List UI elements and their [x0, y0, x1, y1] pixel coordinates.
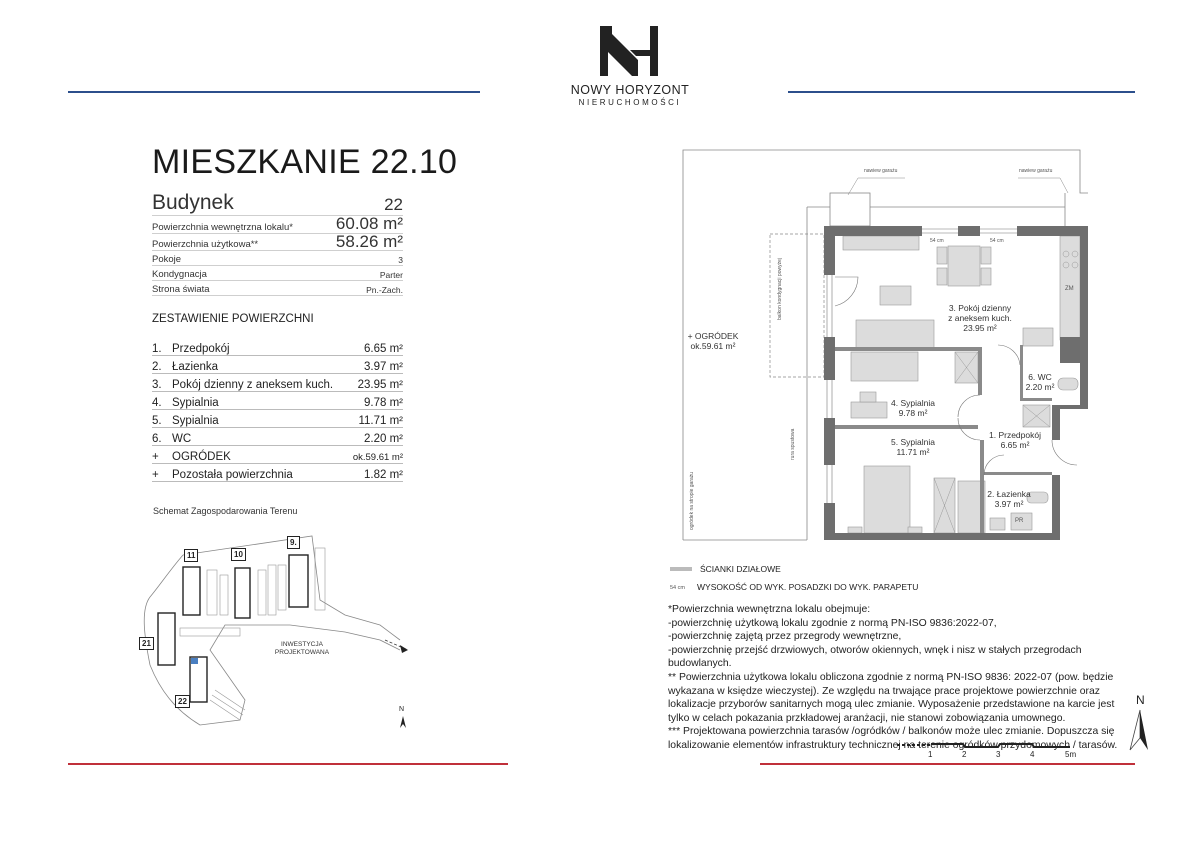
investment-label	[270, 641, 334, 657]
row-area: 6.65 m²	[364, 343, 403, 355]
legend-sill: WYSOKOŚĆ OD WYK. POSADZKI DO WYK. PARAPETU	[697, 582, 919, 592]
note-line: *Powierzchnia wewnętrzna lokalu obejmuje:	[668, 604, 871, 615]
sill-label: 54 cm	[990, 238, 1004, 244]
header-rule-left	[68, 91, 480, 93]
building-label-11: 11	[184, 549, 198, 562]
info-row	[152, 234, 403, 251]
note-line: *** Projektowana powierzchnia tarasów /ogródków / balkonów może ulec zmianie. Dopuszcza się lokalizowanie elementów infrastruktury technicznej na terenie ogródków przydomowych / tarasów.	[668, 726, 1118, 751]
room-area: 2.20 m²	[1025, 382, 1055, 392]
garage-roof-label: ogródek na stropie garażu	[689, 471, 695, 530]
info-row	[152, 266, 403, 281]
row-area: 1.82 m²	[364, 469, 403, 481]
row-area: 23.95 m²	[357, 379, 403, 391]
scale-tick: 4	[1030, 750, 1035, 759]
row-num: 6.	[152, 433, 162, 445]
summary-row	[152, 428, 403, 446]
row-name: Pokój dzienny z aneksem kuch.	[172, 379, 334, 391]
info-label: Strona świata	[152, 284, 210, 295]
note-line: -powierzchnię użytkową lokalu zgodnie z normą PN-ISO 9836:2022-07,	[668, 617, 997, 629]
balcony-label: balkon kondygnacji powyżej	[777, 258, 783, 320]
summary-row	[152, 446, 403, 464]
brand-name: NOWY HORYZONT	[570, 83, 690, 97]
north-arrow-icon	[1128, 708, 1150, 752]
garden-label	[687, 331, 739, 351]
room-name: 2. Łazienka	[987, 489, 1031, 499]
note-line: -powierzchnię zajętą przez przegrody wewnętrzne,	[668, 631, 902, 643]
fridge-label: ZM	[1065, 286, 1074, 292]
row-num: 4.	[152, 397, 162, 409]
vent-label: nawiew garażu	[1019, 168, 1053, 174]
row-name: Sypialnia	[172, 397, 219, 409]
row-name: OGRÓDEK	[172, 451, 231, 463]
investment-line1: INWESTYCJA	[281, 641, 323, 648]
brand-logo-icon	[598, 24, 662, 78]
building-label-22: 22	[175, 695, 190, 708]
summary-row	[152, 392, 403, 410]
partition-wall-swatch	[670, 567, 692, 571]
scale-tick: 1	[928, 750, 933, 759]
summary-row	[152, 464, 403, 482]
building-label: Budynek	[152, 191, 234, 214]
room-area: 6.65 m²	[1000, 440, 1030, 450]
building-label-10: 10	[231, 548, 246, 561]
summary-row	[152, 356, 403, 374]
building-row	[152, 191, 403, 216]
investment-line2: PROJEKTOWANA	[274, 649, 330, 656]
building-label-9: 9.	[287, 536, 300, 549]
scale-tick: 3	[996, 750, 1001, 759]
info-value: Parter	[379, 270, 403, 280]
summary-row	[152, 410, 403, 428]
summary-row	[152, 374, 403, 392]
row-area: ok.59.61 m²	[352, 452, 403, 463]
row-area: 11.71 m²	[358, 415, 403, 427]
info-value: 60.08 m²	[335, 214, 403, 233]
site-plan-heading: Schemat Zagospodarowania Terenu	[153, 506, 298, 516]
row-num: 5.	[152, 415, 162, 427]
row-num: +	[152, 451, 159, 463]
summary-row	[152, 338, 403, 356]
room-6-label	[1020, 372, 1060, 392]
info-row	[152, 281, 403, 296]
room-name: 5. Sypialnia	[891, 437, 935, 447]
room-2-label	[983, 489, 1035, 509]
room-4-label	[878, 398, 948, 418]
info-label: Kondygnacja	[152, 269, 207, 280]
info-label: Powierzchnia użytkowa**	[152, 239, 259, 250]
legend-walls: ŚCIANKI DZIAŁOWE	[700, 564, 781, 574]
room-name: 1. Przedpokój	[989, 430, 1041, 440]
room-name: 3. Pokój dzienny	[948, 303, 1012, 313]
row-area: 9.78 m²	[364, 397, 403, 409]
direction-arrow-icon	[400, 645, 408, 653]
footer-rule-right	[760, 763, 1135, 765]
note-line: ** Powierzchnia użytkowa lokalu obliczona zgodnie z normą PN-ISO 9836: 2022-07 (pow. będzie wykazana w księdze wieczystej). Ze względu na trwające prace projektowe powierzchnie oraz lokalizacje przyborów sanitarnych mogą ulec zmianie. Wyposażenie przedstawione na karcie jest tylko w celach pokazania przkładowej aranżacji, nie stanowi zobowiązania umownego.	[668, 671, 1115, 724]
room-area: 11.71 m²	[896, 447, 930, 457]
footer-rule-left	[68, 763, 508, 765]
row-num: +	[152, 469, 159, 481]
row-name: WC	[172, 433, 192, 445]
row-name: Sypialnia	[172, 415, 219, 427]
north-arrow-icon	[400, 716, 406, 728]
room-1-label	[985, 430, 1045, 450]
scale-tick: 2	[962, 750, 967, 759]
summary-heading: ZESTAWIENIE POWIERZCHNI	[152, 313, 314, 325]
row-num: 2.	[152, 361, 162, 373]
row-area: 2.20 m²	[364, 433, 403, 445]
legend-sill-tag: 54 cm	[670, 585, 685, 591]
building-label-21: 21	[139, 637, 154, 650]
room-area: 9.78 m²	[898, 408, 928, 418]
brand-subtitle: NIERUCHOMOŚCI	[578, 98, 682, 107]
info-row	[152, 251, 403, 266]
row-name: Pozostała powierzchnia	[172, 469, 293, 481]
room-name: 6. WC	[1028, 372, 1052, 382]
page-title: MIESZKANIE 22.10	[152, 143, 458, 181]
row-area: 3.97 m²	[364, 361, 403, 373]
room-3-label	[940, 303, 1020, 333]
apartment-marker	[191, 658, 198, 664]
plan-north-label: N	[1136, 693, 1145, 707]
info-label: Powierzchnia wewnętrzna lokalu*	[152, 222, 293, 233]
room-name-cont: z aneksem kuch.	[948, 313, 1012, 323]
garden-name: + OGRÓDEK	[687, 331, 739, 341]
row-name: Przedpokój	[172, 343, 230, 355]
header-rule-right	[788, 91, 1135, 93]
sill-label: 54 cm	[930, 238, 944, 244]
scale-tick: 5m	[1065, 750, 1077, 759]
room-area: 3.97 m²	[994, 499, 1024, 509]
garden-area: ok.59.61 m²	[690, 341, 736, 351]
downpipe-label: rura spustowa	[790, 428, 796, 460]
room-name: 4. Sypialnia	[891, 398, 935, 408]
notes	[668, 603, 1138, 753]
washer-label: PR	[1015, 518, 1024, 524]
note-line: -powierzchnię przejść drzwiowych, otworów okiennych, wnęk i nisz w stałych przegrodach budowlanych.	[668, 644, 1082, 670]
room-5-label	[878, 437, 948, 457]
row-name: Łazienka	[172, 361, 219, 373]
info-value: 58.26 m²	[335, 232, 403, 251]
vent-label: nawiew garażu	[864, 168, 898, 174]
info-value: 3	[398, 255, 403, 265]
info-label: Pokoje	[152, 254, 182, 265]
room-area: 23.95 m²	[963, 323, 997, 333]
scale-bar	[895, 740, 1075, 752]
building-value: 22	[384, 195, 403, 214]
row-num: 3.	[152, 379, 162, 391]
row-num: 1.	[152, 343, 162, 355]
site-north-label: N	[399, 706, 405, 713]
info-value: Pn.-Zach.	[366, 285, 403, 295]
